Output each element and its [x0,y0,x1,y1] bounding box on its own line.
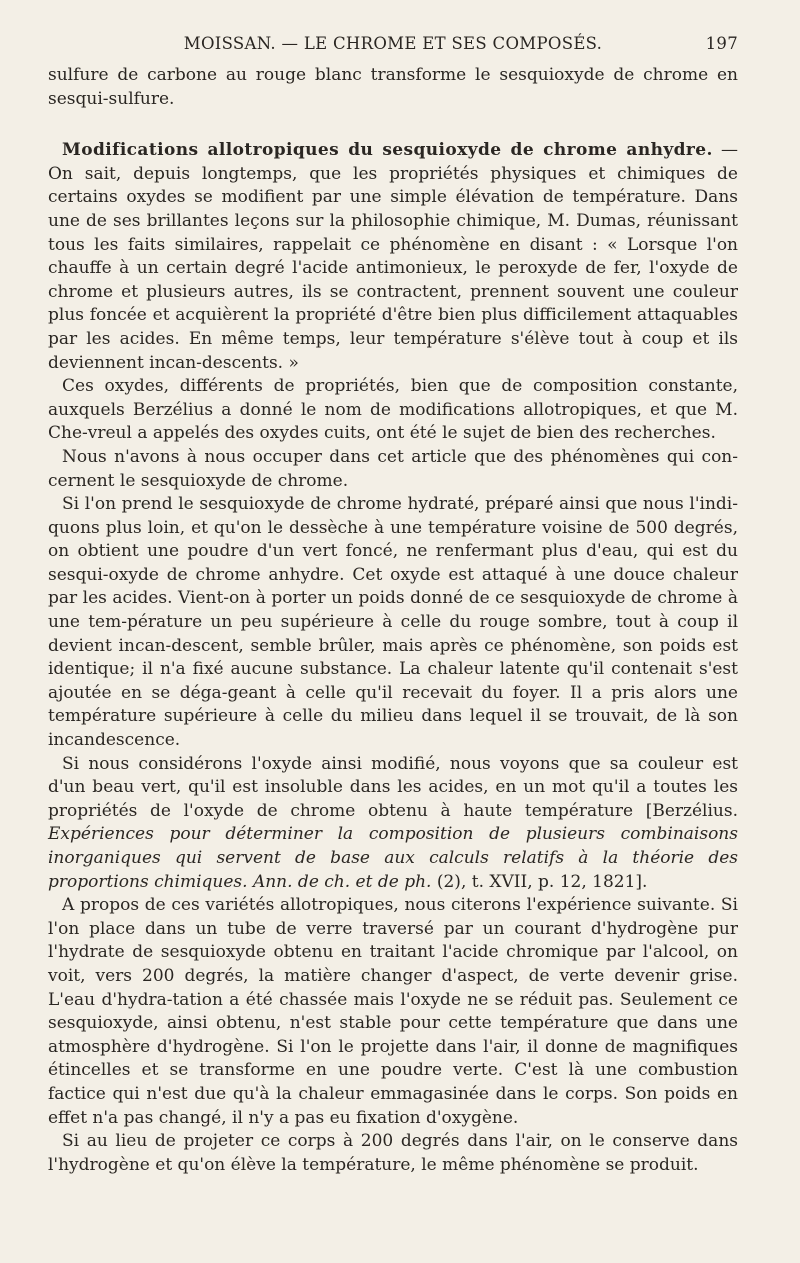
paragraph-berzelius [48,753,738,895]
running-header [48,34,738,64]
paragraph: Si au lieu de projeter ce corps à 200 degrés dans l'air, on le conserve dans l'hydrogène et qu'on élève la température, le même phénomène se produit. [48,1131,738,1175]
paragraph: A propos de ces variétés allotropiques, nous citerons l'expérience suivante. Si l'on place dans un tube de verre traversé par un courant d'hydrogène pur l'hydrate de sesquioxyde obtenu en traitant l'acide chromique par l'alcool, on voit, vers 200 degrés, la matière changer d'aspect, de verte devenir grise. L'eau d'hydra-tation a été chassée mais l'oxyde ne se réduit pas. Seulement ce sesquioxyde, ainsi obtenu, n'est stable pour cette température que dans une atmosphère d'hydrogène. Si l'on le projette dans l'air, il donne de magnifiques étincelles et se transforme en une poudre verte. C'est là une combustion factice qui n'est due qu'à la chaleur emmagasinée dans le corps. Son poids en effet n'a pas changé, il n'y a pas eu fixation d'oxygène. [48,895,738,1128]
paragraph: Si l'on prend le sesquioxyde de chrome hydraté, préparé ainsi que nous l'indi-quons plus loin, et qu'on le dessèche à une température voisine de 500 degrés, on obtient une poudre d'un vert foncé, ne renfermant plus d'eau, qui est du sesqui-oxyde de chrome anhydre. Cet oxyde est attaqué à une douce chaleur par les acides. Vient-on à porter un poids donné de ce sesquioxyde de chrome à une tem-pérature un peu supérieure à celle du rouge sombre, tout à coup il devient incan-descent, semble brûler, mais après ce phénomène, son poids est identique; il n'a fixé aucune substance. La chaleur latente qu'il contenait s'est ajoutée en se déga-geant à celle qu'il recevait du foyer. Il a pris alors une température supérieure à celle du milieu dans lequel il se trouvait, de là son incandescence. [48,494,738,751]
paragraph-continuation: sulfure de carbone au rouge blanc transforme le sesquioxyde de chrome en sesqui-sulfure. [48,65,738,109]
paragraph-allotropic-intro [48,139,738,375]
paragraph-text: — On sait, depuis longtemps, que les propriétés physiques et chimiques de certains oxydes se modifient par une simple élévation de température. Dans une de ses brillantes leçons sur la philosophie chimique, M. Dumas, réunissant tous les faits similaires, rappelait ce phénomène en disant : « Lorsque l'on chauffe à un certain degré l'acide antimonieux, le peroxyde de fer, l'oxyde de chrome et plusieurs autres, ils se contractent, prennent souvent une couleur plus foncée et acquièrent la propriété d'être bien plus difficilement attaquables par les acides. En même temps, leur température s'élève tout à coup et ils deviennent incan-descents. » [48,140,738,373]
page-number: 197 [705,34,738,53]
running-title: MOISSAN. — LE CHROME ET SES COMPOSÉS. [183,34,603,53]
section-heading: Modifications allotropiques du sesquioxyde de chrome anhydre. [62,140,713,161]
citation-reference: (2), t. XVII, p. 12, 1821]. [431,871,648,892]
citation-title: Expériences pour déterminer la composition de plusieurs combinaisons inorganiques qui servent de base aux calculs relatifs à la théorie des proportions chimiques. Ann. de ch. et de ph. [48,824,738,892]
paragraph-text: Si nous considérons l'oxyde ainsi modifié, nous voyons que sa couleur est d'un beau vert, qu'il est insoluble dans les acides, en un mot qu'il a toutes les propriétés de l'oxyde de chrome obtenu à haute température [Berzélius. [48,753,738,821]
paragraph: Nous n'avons à nous occuper dans cet article que des phénomènes qui con-cernent le sesquioxyde de chrome. [48,446,738,491]
paragraph: Ces oxydes, différents de propriétés, bien que de composition constante, auxquels Berzélius a donné le nom de modifications allotropiques, et que M. Che-vreul a appelés des oxydes cuits, ont été le sujet de bien des recherches. [48,376,738,444]
page-body [48,64,738,1177]
